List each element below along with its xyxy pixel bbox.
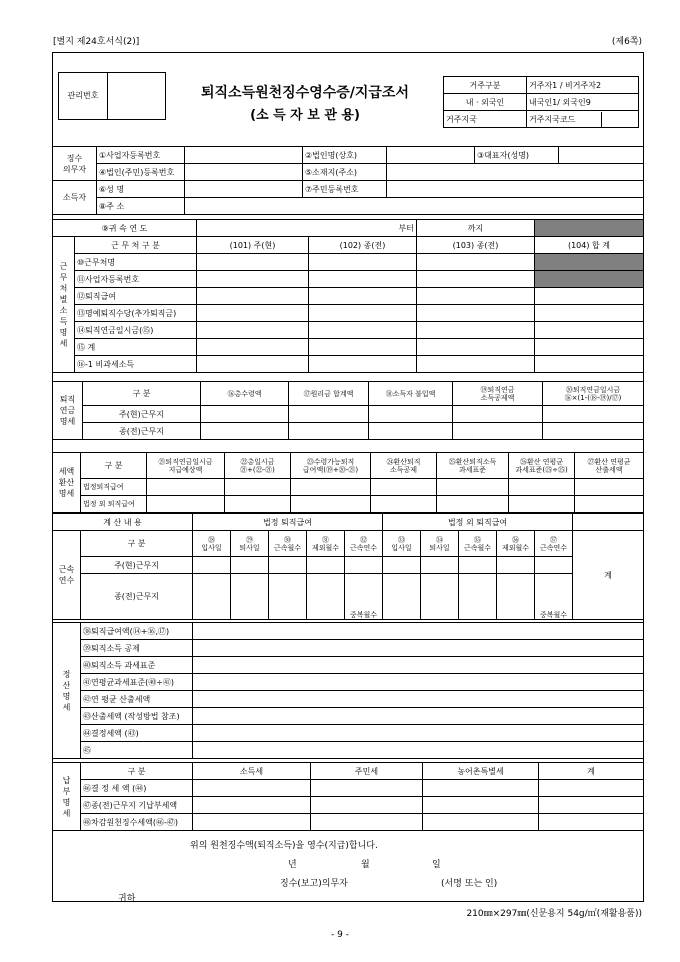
col-current: (101) 주(현) — [197, 237, 309, 254]
rollover-col-1: ㉑퇴직연금일시금 지급예상액 — [147, 453, 225, 479]
rollover-col-7: ㉗환산 연평균 산출세액 — [575, 453, 644, 479]
row-honorary: ⑬명예퇴직수당(추가퇴직금) — [75, 305, 197, 322]
service-head: 구 분 — [81, 531, 193, 557]
rollover-col-6: ㉖환산 연평균 과세표준(㉕÷㉕) — [509, 453, 575, 479]
service-col: ㉘ 입사일 — [193, 531, 231, 557]
cell[interactable] — [543, 423, 644, 440]
cell[interactable] — [575, 479, 644, 496]
cell[interactable] — [197, 356, 309, 373]
rollover-col-2: ㉒총일시금 ㉑+(㉒-㉑) — [225, 453, 291, 479]
cell[interactable] — [417, 288, 535, 305]
cell[interactable] — [193, 557, 231, 574]
cell[interactable] — [309, 356, 417, 373]
row-workplace-name: ⑩근무처명 — [75, 254, 197, 271]
country-code-label: 거주지국코드 — [527, 112, 602, 127]
resident-value: 거주자1 / 비거주자2 — [527, 77, 639, 94]
cell[interactable] — [369, 423, 453, 440]
cell[interactable] — [369, 406, 453, 423]
overlap-nonlegal: 중복월수 — [535, 574, 573, 620]
mgmt-no-box — [58, 72, 166, 120]
cell[interactable] — [539, 797, 644, 814]
service-col: ㉜ 근속연수 — [345, 531, 383, 557]
cell[interactable] — [437, 479, 509, 496]
mgmt-no-label: 관리번호 — [59, 73, 108, 119]
cell[interactable] — [193, 708, 644, 725]
cell[interactable] — [193, 797, 311, 814]
col-prev2: (103) 종(전) — [417, 237, 535, 254]
cell[interactable] — [345, 557, 383, 574]
rollover-row-legal: 법정퇴직급여 — [81, 479, 147, 496]
cell[interactable] — [289, 423, 369, 440]
cell[interactable] — [311, 780, 423, 797]
cell[interactable] — [311, 797, 423, 814]
pension-col-principal: ⑰원리금 합계액 — [289, 382, 369, 406]
cell[interactable] — [197, 305, 309, 322]
service-col: ㉟ 근속월수 — [459, 531, 497, 557]
calc-row: ㊷연 평균 산출세액 — [81, 691, 193, 708]
service-table — [52, 513, 644, 620]
calc-row: ㊶연평균과세표준(㊵÷㊶) — [81, 674, 193, 691]
month-label: 월 — [361, 860, 370, 870]
cell[interactable] — [383, 557, 421, 574]
corp-name-field[interactable] — [387, 147, 475, 164]
workplace-section: 근 무 처 별 소 득 명 세 — [53, 237, 75, 373]
cell[interactable] — [453, 423, 543, 440]
period-from: 부터 — [197, 220, 417, 237]
tax-col-resident: 주민세 — [311, 763, 423, 780]
tax-table — [52, 762, 644, 831]
cell[interactable] — [371, 479, 437, 496]
cell[interactable] — [539, 814, 644, 831]
form-reference: [별지 제24호서식(2)] — [53, 37, 140, 47]
shade-cell — [535, 271, 644, 288]
cell[interactable] — [509, 479, 575, 496]
calc-row: ㊴퇴직소득 공제 — [81, 640, 193, 657]
rollover-head: 구 분 — [81, 453, 147, 479]
cell[interactable] — [535, 305, 644, 322]
cell[interactable] — [309, 305, 417, 322]
cell[interactable] — [193, 780, 311, 797]
cell[interactable] — [309, 271, 417, 288]
ceo-label: ③대표자(성명) — [475, 147, 559, 164]
tax-col-rural: 농어촌특별세 — [423, 763, 539, 780]
cell[interactable] — [309, 254, 417, 271]
year-label: 년 — [288, 860, 297, 870]
cell[interactable] — [269, 574, 307, 620]
cell[interactable] — [231, 574, 269, 620]
cell[interactable] — [197, 254, 309, 271]
service-row-prev: 종(전)근무지 — [81, 574, 193, 620]
pension-table — [52, 381, 644, 440]
cell[interactable] — [417, 305, 535, 322]
cell[interactable] — [309, 339, 417, 356]
earner-name-label: ⑥성 명 — [97, 181, 185, 198]
cell[interactable] — [147, 479, 225, 496]
cell[interactable] — [201, 423, 289, 440]
period-to: 까지 — [417, 220, 535, 237]
cell[interactable] — [307, 574, 345, 620]
page-reference: (제6쪽) — [611, 37, 642, 47]
cell[interactable] — [535, 356, 644, 373]
cell[interactable] — [575, 496, 644, 513]
calc-row: ㊳퇴직급여액(⑭+⑯,⑰) — [81, 623, 193, 640]
cell[interactable] — [535, 288, 644, 305]
cell[interactable] — [417, 356, 535, 373]
ceo-field[interactable] — [559, 147, 644, 164]
pension-row-current: 주(현)근무지 — [83, 406, 201, 423]
cell[interactable] — [225, 496, 291, 513]
cell[interactable] — [269, 557, 307, 574]
calc-row: ㊺ — [81, 742, 193, 759]
service-row-current: 주(현)근무지 — [81, 557, 193, 574]
tax-row: ㊻결 정 세 액 (㊹) — [81, 780, 193, 797]
rollover-col-3: ㉓수령가능퇴직 급여액(⑲+⑳-㉑) — [291, 453, 371, 479]
cell[interactable] — [497, 557, 535, 574]
nationality-value: 내국인1/ 외국인9 — [527, 94, 639, 111]
rollover-section: 세액 환산 명세 — [53, 453, 81, 513]
workplace-table — [52, 219, 644, 373]
cell[interactable] — [193, 623, 644, 640]
resident-table — [443, 76, 639, 128]
row-biz-no: ⑪사업자등록번호 — [75, 271, 197, 288]
row-nontax: ⑯-1 비과세소득 — [75, 356, 197, 373]
rrn-field[interactable] — [387, 181, 644, 198]
service-col: ㊱ 제외월수 — [497, 531, 535, 557]
cell[interactable] — [291, 479, 371, 496]
cell[interactable] — [535, 322, 644, 339]
pension-col-lump: ⑳퇴직연금일시금 ⑯×(1-(⑱-⑲)/⑰) — [543, 382, 644, 406]
pension-row-prev: 종(전)근무지 — [83, 423, 201, 440]
pension-col-deduct: ⑲퇴직연금 소득공제액 — [453, 382, 543, 406]
cell[interactable] — [417, 254, 535, 271]
tax-col-income: 소득세 — [193, 763, 311, 780]
day-label: 일 — [432, 860, 441, 870]
address-field[interactable] — [387, 164, 644, 181]
cell[interactable] — [423, 780, 539, 797]
col-prev1: (102) 종(전) — [309, 237, 417, 254]
cell[interactable] — [193, 691, 644, 708]
form-title: 퇴직소득원천징수영수증/지급조서 — [201, 85, 409, 101]
cell[interactable] — [291, 496, 371, 513]
cell[interactable] — [421, 557, 459, 574]
payer-section: 징수 의무자 — [53, 147, 97, 181]
cell[interactable] — [497, 574, 535, 620]
col-total: (104) 합 계 — [535, 237, 644, 254]
cell[interactable] — [193, 725, 644, 742]
workplace-head: 근 무 처 구 분 — [75, 237, 197, 254]
tax-col-total: 계 — [539, 763, 644, 780]
corp-reg-label: ④법인(주민)등록번호 — [97, 164, 185, 181]
calc-section: 정 산 명 세 — [53, 623, 81, 759]
cell[interactable] — [371, 496, 437, 513]
form-subtitle: (소 득 자 보 관 용) — [250, 108, 360, 123]
cell[interactable] — [193, 674, 644, 691]
legal-header: 법정 퇴직급여 — [193, 514, 383, 531]
cell[interactable] — [225, 479, 291, 496]
overlap-legal: 중복월수 — [345, 574, 383, 620]
rollover-col-4: ㉔환산퇴직 소득공제 — [371, 453, 437, 479]
period-shade — [535, 220, 644, 237]
cell[interactable] — [309, 322, 417, 339]
earner-name-field[interactable] — [185, 181, 303, 198]
cell[interactable] — [423, 797, 539, 814]
cell[interactable] — [231, 557, 269, 574]
period-label: ⑨귀 속 연 도 — [53, 220, 197, 237]
cell[interactable] — [147, 496, 225, 513]
service-total: 계 — [573, 531, 644, 620]
biz-no-label: ①사업자등록번호 — [97, 147, 185, 164]
calc-header: 계 산 내 용 — [53, 514, 193, 531]
calc-row: ㊵퇴직소득 과세표준 — [81, 657, 193, 674]
service-col: ㉞ 퇴사일 — [421, 531, 459, 557]
cell[interactable] — [311, 814, 423, 831]
service-col: ㉚ 근속월수 — [269, 531, 307, 557]
service-col: ㉝ 입사일 — [383, 531, 421, 557]
cell[interactable] — [201, 406, 289, 423]
service-section: 근속 연수 — [53, 531, 81, 620]
corp-name-label: ②법인명(상호) — [303, 147, 387, 164]
cell[interactable] — [307, 557, 345, 574]
cell[interactable] — [193, 742, 644, 759]
rollover-table — [52, 452, 644, 513]
calc-table — [52, 622, 644, 759]
cell[interactable] — [197, 271, 309, 288]
cell[interactable] — [193, 657, 644, 674]
cell[interactable] — [193, 814, 311, 831]
cell[interactable] — [193, 640, 644, 657]
cell[interactable] — [197, 322, 309, 339]
calc-row: ㊹결정세액 (㊸) — [81, 725, 193, 742]
paper-spec: 210㎜×297㎜(신문용지 54g/㎡(재활용품)) — [466, 909, 642, 919]
rrn-label: ⑦주민등록번호 — [303, 181, 387, 198]
cell[interactable] — [459, 557, 497, 574]
page-number: - 9 - — [331, 930, 349, 940]
earner-addr-label: ⑧주 소 — [97, 198, 185, 215]
earner-section: 소득자 — [53, 181, 97, 215]
payer-earner-table — [52, 146, 644, 215]
cell[interactable] — [289, 406, 369, 423]
pension-col-total: ⑯총수령액 — [201, 382, 289, 406]
service-col: ㉛ 제외월수 — [307, 531, 345, 557]
row-retirement-pay: ⑫퇴직급여 — [75, 288, 197, 305]
calc-row: ㊸산출세액 (작성방법 참조) — [81, 708, 193, 725]
cell[interactable] — [417, 322, 535, 339]
cell[interactable] — [437, 496, 509, 513]
pension-section: 퇴직 연금 명세 — [53, 382, 83, 440]
cell[interactable] — [509, 496, 575, 513]
country-label: 거주지국 — [444, 111, 527, 128]
tax-row: ㊽차감원천징수세액(㊻-㊼) — [81, 814, 193, 831]
cell[interactable] — [383, 574, 421, 620]
nationality-label: 내 · 외국인 — [444, 94, 527, 111]
cell[interactable] — [309, 288, 417, 305]
rollover-col-5: ㉕환산퇴직소득 과세표준 — [437, 453, 509, 479]
cell[interactable] — [543, 406, 644, 423]
cell[interactable] — [423, 814, 539, 831]
cell[interactable] — [535, 339, 644, 356]
cell[interactable] — [417, 339, 535, 356]
resident-label: 거주구분 — [444, 77, 527, 94]
tax-section: 납 부 명 세 — [53, 763, 81, 831]
rollover-row-nonlegal: 법정 외 퇴직급여 — [81, 496, 147, 513]
cell[interactable] — [197, 288, 309, 305]
address-label: ⑤소재지(주소) — [303, 164, 387, 181]
row-pension-lump: ⑭퇴직연금일시금(⑮) — [75, 322, 197, 339]
biz-no-field[interactable] — [185, 147, 303, 164]
cell[interactable] — [421, 574, 459, 620]
cell[interactable] — [453, 406, 543, 423]
earner-addr-field[interactable] — [185, 198, 644, 215]
to-label: 귀하 — [118, 894, 136, 904]
cell[interactable] — [535, 557, 573, 574]
cell[interactable] — [197, 339, 309, 356]
pension-col-contrib: ⑱소득자 불입액 — [369, 382, 453, 406]
cell[interactable] — [417, 271, 535, 288]
corp-reg-field[interactable] — [185, 164, 303, 181]
shade-cell — [535, 254, 644, 271]
nonlegal-header: 법정 외 퇴직급여 — [383, 514, 573, 531]
sign-label: (서명 또는 인) — [441, 879, 498, 889]
payer-label: 징수(보고)의무자 — [280, 879, 348, 889]
cell[interactable] — [539, 780, 644, 797]
blank-cell — [573, 514, 644, 531]
tax-head: 구 분 — [81, 763, 193, 780]
pension-head: 구 분 — [83, 382, 201, 406]
cell[interactable] — [193, 574, 231, 620]
statement: 위의 원천징수액(퇴직소득)을 영수(지급)합니다. — [190, 841, 378, 851]
tax-row: ㊼종(전)근무지 기납부세액 — [81, 797, 193, 814]
row-total: ⑮ 계 — [75, 339, 197, 356]
cell[interactable] — [459, 574, 497, 620]
service-col: ㊲ 근속연수 — [535, 531, 573, 557]
service-col: ㉙ 퇴사일 — [231, 531, 269, 557]
